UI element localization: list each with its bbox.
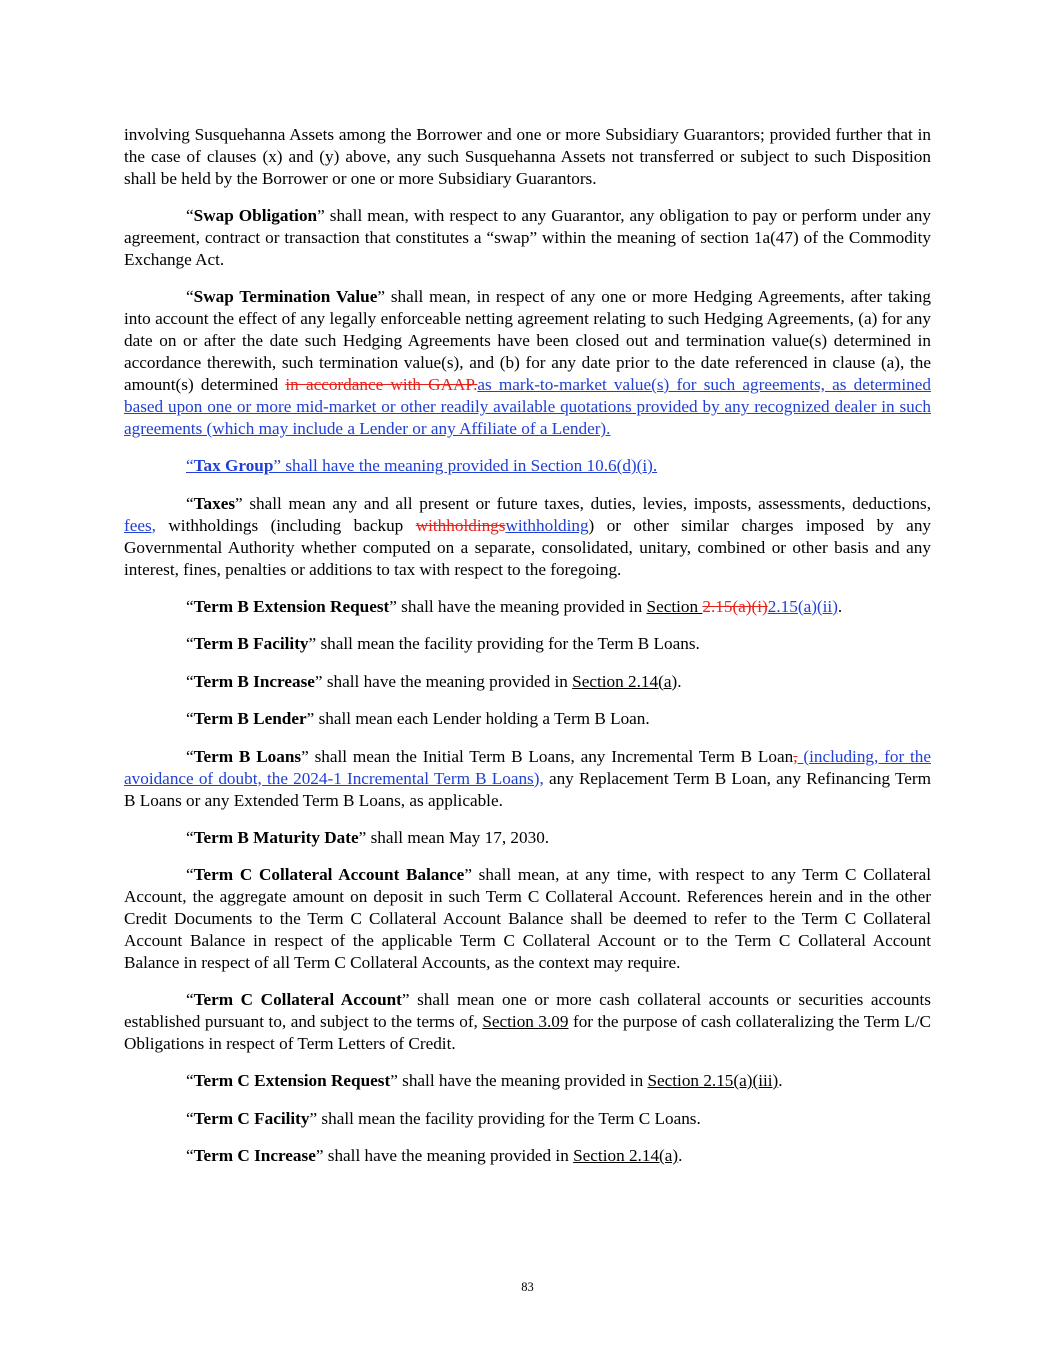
definition-taxes [124,493,931,581]
defined-term: Term B Loans [193,746,302,766]
definition-text: ” shall mean, at any time, with respect to any Term C Collateral Account, the aggregate amount on deposit in such Term C Collateral Account. References herein and in the other Credit Documents to the Term C Collateral Account Balance shall be deemed to refer to the Term C Collateral Account Balance in respect of the applicable Term C Collateral Account or to the Term C Collateral Account Balance in respect of all Term C Collateral Accounts, as the context may require. [124,865,931,972]
definition-term-b-lender [124,708,931,730]
open-quote: “ [186,456,194,475]
open-quote: “ [186,671,194,691]
definition-text: ” shall have the meaning provided in [315,1146,574,1165]
definition-text: ) or other similar charges imposed by any Governmental Authority whether computed on a separate, consolidated, unitary, combined or other basis and any interest, fines, penalties or additions to tax with respect to the foregoing. [124,515,932,579]
period: . [837,596,843,616]
open-quote: “ [186,1108,194,1128]
defined-term: Term B Maturity Date [193,827,359,847]
definition-text: ” shall mean, in respect of any one or more Hedging Agreements, after taking into account the effect of any legally enforceable netting agreement relating to such Hedging Agreements, (a) for any date on or after the date such Hedging Agreements have been closed out and termination value(s) determined in accordance therewith, such termination value(s), and (b) for any date prior to the date referenced in clause (a), the amount(s) determined [124,287,931,394]
definition-text: ” shall mean the facility providing for the Term B Loans. [308,634,700,653]
definition-text: ” shall have the meaning provided in Section 10.6(d)(i). [273,456,658,475]
inserted-text: (including, for the avoidance of doubt, the 2024-1 Incremental Term B Loans), [124,746,932,788]
defined-term: Term B Facility [193,634,309,653]
definition-text: ” shall mean May 17, 2030. [358,827,550,847]
section-reference: Section 2.15(a)(iii) [647,1071,779,1090]
definition-text: ” shall mean, with respect to any Guarantor, any obligation to pay or perform under any agreement, contract or transaction that constitutes a “swap” within the meaning of section 1a(47) of the Commodity Exchange Act. [124,206,931,269]
defined-term: Term C Increase [193,1146,316,1165]
defined-term: Taxes [193,493,236,513]
definition-term-c-facility [124,1108,931,1130]
inserted-text: 2.15(a)(ii) [767,596,838,616]
inserted-text: fees, [124,515,156,535]
open-quote: “ [186,493,194,513]
definition-text: ” shall have the meaning provided in [389,596,647,616]
definition-text: ” shall mean each Lender holding a Term B Loan. [306,709,650,728]
definition-text: ” shall mean the Initial Term B Loans, any Incremental Term B Loan [301,746,794,766]
period: . [778,1071,783,1090]
section-reference: Section 2.14(a) [572,671,678,691]
period: . [678,1146,683,1165]
definition-term-b-extension-request [124,596,931,618]
open-quote: “ [186,1146,194,1165]
deleted-text: in accordance with GAAP. [285,375,478,394]
open-quote: “ [186,990,194,1009]
open-quote: “ [186,827,194,847]
definition-text: ” shall mean the facility providing for the Term C Loans. [309,1108,701,1128]
definition-term-b-maturity-date [124,827,931,849]
definition-text: ” shall mean one or more cash collateral accounts or securities accounts established pursuant to, and subject to the terms of, [124,990,931,1031]
definition-term-c-increase [124,1145,931,1167]
open-quote: “ [186,1071,194,1090]
definition-text: ” shall have the meaning provided in [314,671,573,691]
definition-text: withholdings (including backup [155,515,416,535]
section-reference: Section 3.09 [482,1012,569,1031]
definition-term-c-extension-request [124,1070,931,1092]
defined-term: Term C Collateral Account Balance [193,865,465,884]
defined-term: Swap Obligation [193,206,318,225]
deleted-text: withholdings [415,515,506,535]
defined-term: Term C Collateral Account [193,990,402,1009]
period: . [677,671,682,691]
section-reference: Section 2.14(a) [573,1146,679,1165]
definition-swap-obligation [124,205,931,271]
definition-tax-group [124,455,931,477]
definition-term-c-collateral-account [124,989,931,1055]
defined-term: Tax Group [193,456,274,475]
inserted-text: as mark-to-market value(s) for such agreements, as determined based upon one or more mid-market or other readily available quotations provided by any recognized dealer in such agreements (which may include a Lender or any Affiliate of a Lender). [124,375,931,438]
definition-text: any Replacement Term B Loan, any Refinancing Term B Loans or any Extended Term B Loans, as applicable. [124,768,932,810]
open-quote: “ [186,206,194,225]
definition-term-b-facility [124,633,931,655]
document-page [124,124,931,1183]
defined-term: Term B Extension Request [193,596,390,616]
definition-swap-termination-value [124,286,931,440]
deleted-text: , [793,746,798,766]
open-quote: “ [186,865,194,884]
section-reference: Section [646,596,703,616]
open-quote: “ [186,709,194,728]
defined-term: Term B Increase [193,671,315,691]
defined-term: Swap Termination Value [193,287,378,306]
definition-term-b-loans [124,746,931,812]
defined-term: Term C Facility [193,1108,310,1128]
deleted-text: 2.15(a)(i) [702,596,768,616]
open-quote: “ [186,287,194,306]
definition-text: ” shall mean any and all present or future taxes, duties, levies, imposts, assessments, deductions, [235,493,931,513]
open-quote: “ [186,746,194,766]
open-quote: “ [186,596,194,616]
open-quote: “ [186,634,194,653]
defined-term: Term C Extension Request [193,1071,391,1090]
definition-text: for the purpose of cash collateralizing the Term L/C Obligations in respect of Term Letters of Credit. [124,1012,931,1053]
inserted-text: withholding [505,515,589,535]
definition-text: ” shall have the meaning provided in [390,1071,648,1090]
definition-term-b-increase [124,671,931,693]
defined-term: Term B Lender [193,709,307,728]
page-number: 83 [521,1280,534,1294]
definition-term-c-collateral-account-balance [124,864,931,974]
continuation-paragraph: involving Susquehanna Assets among the Borrower and one or more Subsidiary Guarantors; provided further that in the case of clauses (x) and (y) above, any such Susquehanna Assets not transferred or subject to such Disposition shall be held by the Borrower or one or more Subsidiary Guarantors. [124,125,931,188]
